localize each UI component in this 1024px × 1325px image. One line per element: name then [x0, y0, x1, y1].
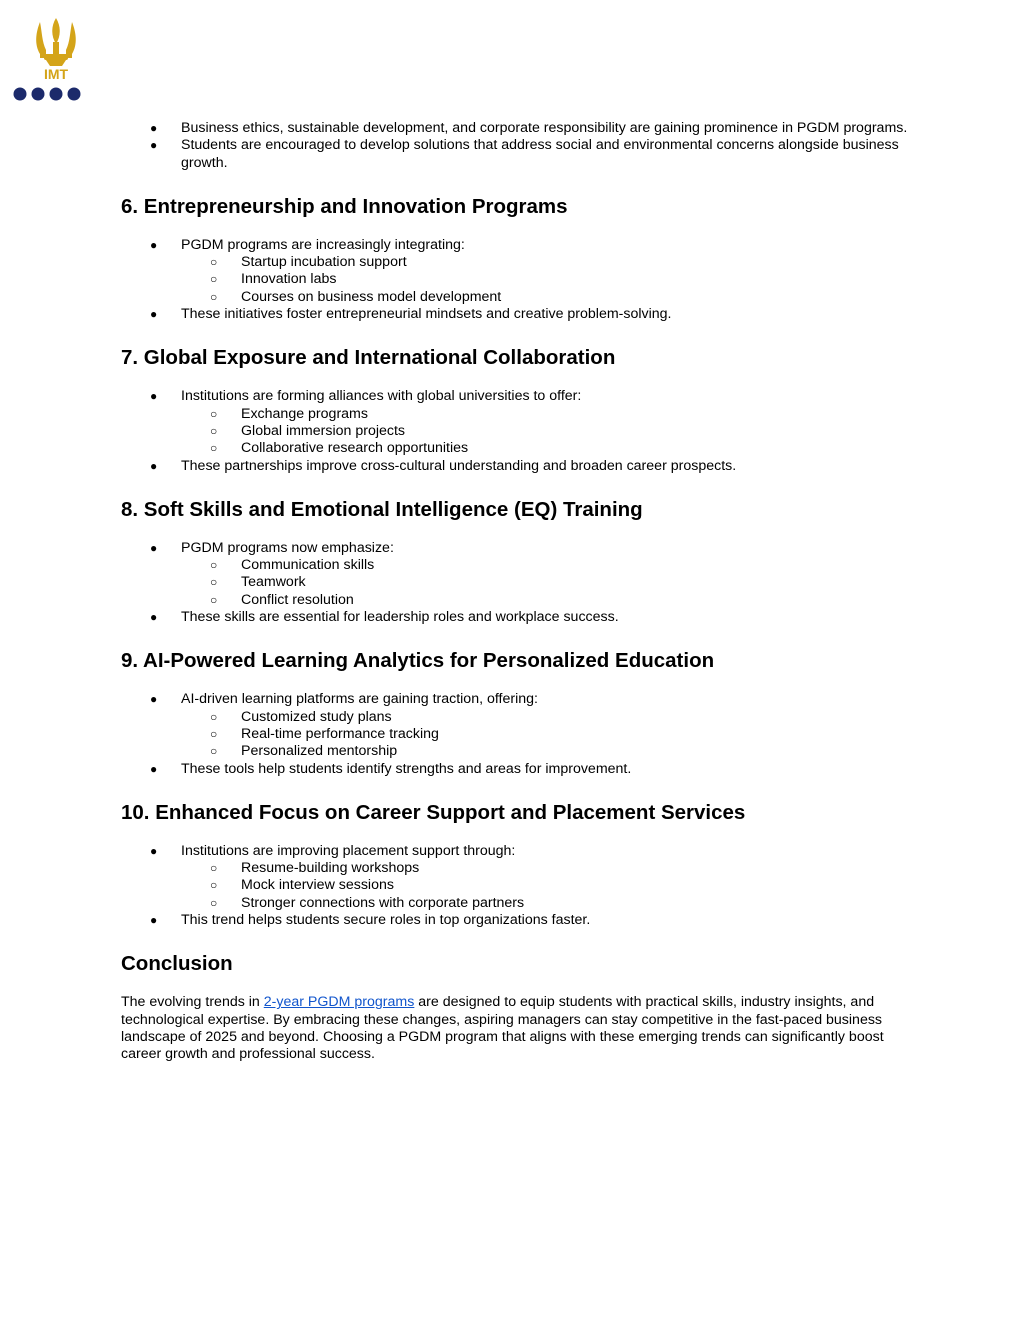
- conclusion-paragraph: [121, 994, 911, 1063]
- sub-list-item: ○ Personalized mentorship: [121, 743, 911, 760]
- sub-list-item: ○ Resume-building workshops: [121, 860, 911, 877]
- sub-list-item: ○ Collaborative research opportunities: [121, 440, 911, 457]
- sub-list-item: ○ Real-time performance tracking: [121, 726, 911, 743]
- list-item-text: AI-driven learning platforms are gaining traction, offering:: [181, 691, 538, 708]
- pgdm-programs-link[interactable]: 2-year PGDM programs: [263, 994, 415, 1011]
- section-heading: 7. Global Exposure and International Collaboration: [121, 346, 616, 370]
- imt-logo-mark: [10, 14, 102, 106]
- sub-list-item: ○ Courses on business model development: [121, 289, 911, 306]
- list-item: ● These initiatives foster entrepreneurial mindsets and creative problem-solving.: [121, 306, 911, 323]
- list-item-text: Institutions are improving placement support through:: [181, 842, 516, 859]
- intro-bullet-list: [121, 120, 911, 172]
- conclusion-text-before: The evolving trends in: [121, 994, 264, 1011]
- sub-list-item: ○ Conflict resolution: [121, 592, 911, 609]
- sub-list-item: ○ Stronger connections with corporate partners: [121, 895, 911, 912]
- logo-text: IMT: [43, 66, 69, 82]
- sub-list: [121, 860, 911, 912]
- list-item: ● These tools help students identify strengths and areas for improvement.: [121, 761, 911, 778]
- section-soft-skills: [121, 498, 911, 626]
- list-item: ● These skills are essential for leadership roles and workplace success.: [121, 609, 911, 626]
- list-item: [121, 237, 911, 306]
- sub-list-item: ○ Teamwork: [121, 574, 911, 591]
- sub-list: [121, 709, 911, 761]
- sub-list: [121, 254, 911, 306]
- list-item: [121, 388, 911, 457]
- bullet-list: [121, 540, 911, 626]
- list-item-text: Institutions are forming alliances with global universities to offer:: [181, 388, 582, 405]
- imt-logo: [10, 14, 102, 106]
- sub-list: [121, 557, 911, 609]
- section-global-exposure: [121, 346, 911, 474]
- sub-list-item: ○ Customized study plans: [121, 709, 911, 726]
- list-item: ● Students are encouraged to develop solutions that address social and environmental concerns alongside business growth.: [121, 137, 911, 172]
- list-item: [121, 540, 911, 609]
- section-heading: 9. AI-Powered Learning Analytics for Personalized Education: [121, 649, 715, 673]
- section-heading: 8. Soft Skills and Emotional Intelligence (EQ) Training: [121, 497, 643, 521]
- sub-list-item: ○ Global immersion projects: [121, 423, 911, 440]
- sub-list-item: ○ Innovation labs: [121, 271, 911, 288]
- document-body: [121, 120, 911, 1064]
- section-heading: 6. Entrepreneurship and Innovation Programs: [121, 194, 568, 218]
- list-item: [121, 691, 911, 760]
- sub-list-item: ○ Startup incubation support: [121, 254, 911, 271]
- section-conclusion: [121, 952, 911, 1063]
- section-entrepreneurship: [121, 195, 911, 323]
- section-heading: 10. Enhanced Focus on Career Support and Placement Services: [121, 800, 746, 824]
- list-item-text: PGDM programs are increasingly integrating:: [181, 236, 465, 253]
- sub-list-item: ○ Mock interview sessions: [121, 877, 911, 894]
- list-item: [121, 843, 911, 912]
- list-item: ● This trend helps students secure roles in top organizations faster.: [121, 912, 911, 929]
- bullet-list: [121, 843, 911, 929]
- sub-list: [121, 406, 911, 458]
- sub-list-item: ○ Exchange programs: [121, 406, 911, 423]
- section-ai-analytics: [121, 649, 911, 777]
- sub-list-item: ○ Communication skills: [121, 557, 911, 574]
- list-item: ● Business ethics, sustainable development, and corporate responsibility are gaining prominence in PGDM programs.: [121, 120, 911, 137]
- bullet-list: [121, 388, 911, 474]
- conclusion-text-after: are designed to equip students with practical skills, industry insights, and technological expertise. By embracing these changes, aspiring managers can stay competitive in the fast-paced business landscape of 2025 and beyond. Choosing a PGDM program that aligns with these emerging trends can significantly boost career growth and professional success.: [121, 994, 884, 1063]
- section-career-support: [121, 801, 911, 929]
- list-item: ● These partnerships improve cross-cultural understanding and broaden career prospects.: [121, 458, 911, 475]
- list-item-text: PGDM programs now emphasize:: [181, 539, 394, 556]
- bullet-list: [121, 237, 911, 323]
- bullet-list: [121, 691, 911, 777]
- conclusion-heading: Conclusion: [121, 952, 233, 976]
